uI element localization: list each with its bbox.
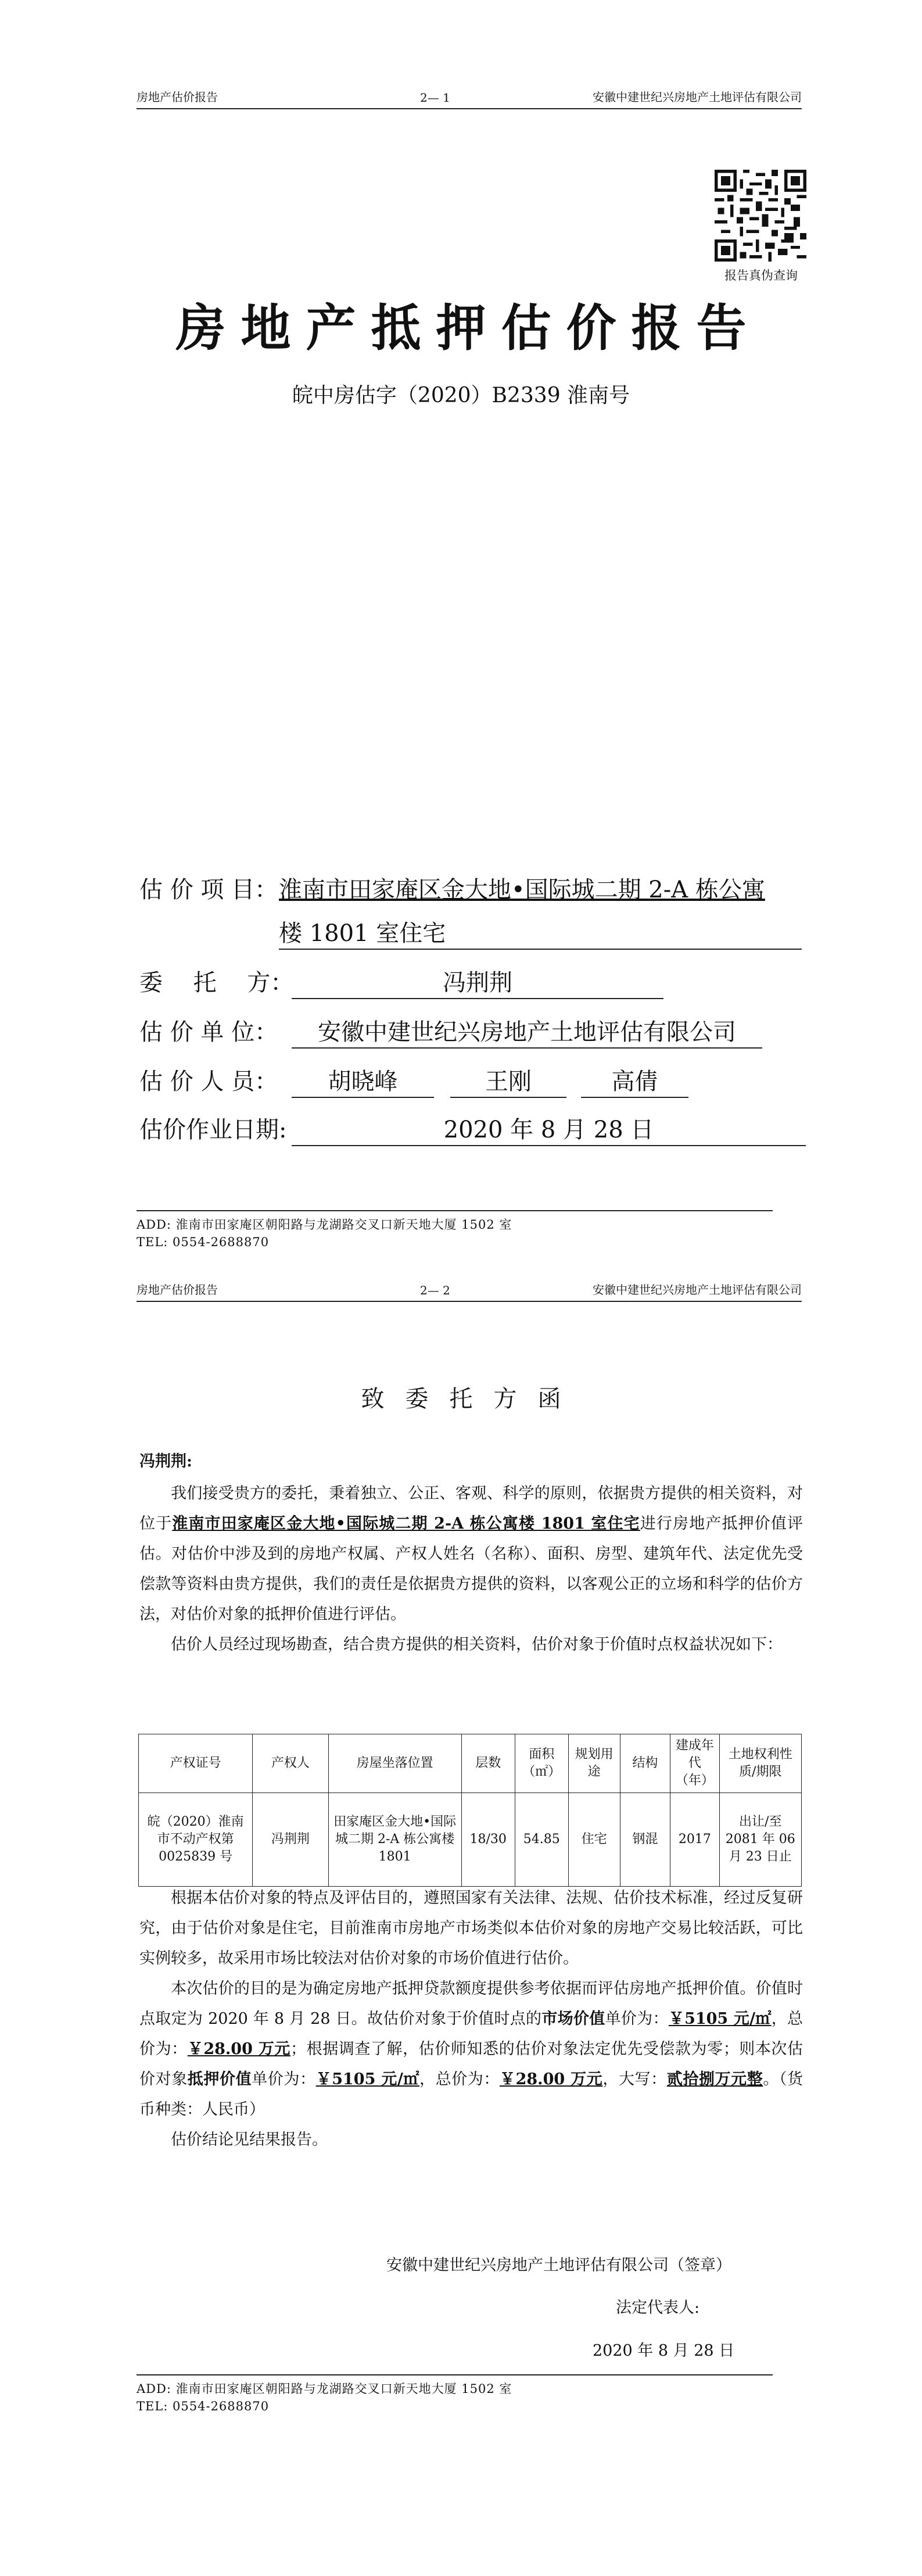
table-cell: 18/30 <box>461 1793 515 1887</box>
client-label: 委 托 方： <box>139 969 294 996</box>
header-page-number: 2— 2 <box>420 1283 450 1297</box>
project-value <box>279 875 765 905</box>
p1-text-a: 我们接受贵方的委托，秉着独立、公正、客观、科学的原则，依据贵方提供的相关资料，对位于 <box>139 1484 803 1533</box>
staff-3: 高倩 <box>581 1067 688 1098</box>
table-cell: 2017 <box>670 1793 719 1887</box>
unit-label: 估 价 单 位： <box>139 1019 278 1046</box>
p4-market-unit-price: ￥5105 元/㎡ <box>668 2010 772 2028</box>
letter-body-lower <box>139 1883 803 2155</box>
staff-label: 估 价 人 员： <box>139 1068 278 1095</box>
table-cell: 54.85 <box>515 1793 568 1887</box>
p4-c: 单价为： <box>605 2010 669 2028</box>
page-footer-2 <box>137 2374 802 2415</box>
property-rights-table <box>138 1734 802 1887</box>
p4-e: ，总价为： <box>139 2010 803 2058</box>
p4-mortgage-value: 抵押价值 <box>187 2070 252 2088</box>
table-header-cell: 面积（㎡） <box>515 1734 568 1793</box>
letter-paragraph-2: 估价人员经过现场勘查，结合贵方提供的相关资料，估价对象于价值时点权益状况如下： <box>171 1636 783 1654</box>
letter-paragraph-3: 根据本估价对象的特点及评估目的，遵照国家有关法律、法规、估价技术标准，经过反复研究，由于估价对象是住宅，目前淮南市房地产市场类似本估价对象的房地产交易比较活跃，可比实例较多，故采用市场比较法对估价对象的市场价值进行估价。 <box>139 1889 803 1967</box>
date-label: 估价作业日期: <box>139 1117 287 1143</box>
table-row <box>139 1793 802 1887</box>
p4-amount-in-words: 贰拾捌万元整 <box>666 2070 763 2088</box>
table-header-cell: 建成年代（年） <box>670 1734 719 1793</box>
table-header-cell: 结构 <box>620 1734 670 1793</box>
header-left: 房地产估价报告 <box>137 1283 218 1297</box>
table-cell: 住宅 <box>568 1793 620 1887</box>
staff-2: 王刚 <box>450 1067 566 1098</box>
project-line-2: 楼 1801 室住宅 <box>279 920 446 947</box>
report-title: 房地产抵押估价报告 <box>175 299 762 357</box>
table-header-cell: 产权人 <box>253 1734 328 1793</box>
cover-page <box>0 0 922 1279</box>
footer-address: ADD: 淮南市田家庵区朝阳路与龙湖路交叉口新天地大厦 1502 室 <box>137 2382 512 2396</box>
footer-tel: TEL: 0554-2688870 <box>137 2399 270 2413</box>
p4-market-total: ￥28.00 万元 <box>187 2040 291 2058</box>
footer-tel: TEL: 0554-2688870 <box>137 1235 270 1249</box>
unit-value: 安徽中建世纪兴房地产土地评估有限公司 <box>292 1017 762 1049</box>
date-value: 2020 年 8 月 28 日 <box>292 1115 806 1146</box>
footer-divider <box>137 1210 773 1211</box>
header-company: 安徽中建世纪兴房地产土地评估有限公司 <box>593 1283 802 1297</box>
table-header-row <box>139 1734 802 1793</box>
signature-date: 2020 年 8 月 28 日 <box>593 2342 735 2360</box>
p4-g: ；根据调查了解，估价师知悉的估价对象法定优先受偿款为零；则本次估价对象 <box>139 2040 803 2088</box>
qr-code-icon[interactable] <box>715 170 806 262</box>
table-header-cell: 层数 <box>461 1734 515 1793</box>
footer-address: ADD: 淮南市田家庵区朝阳路与龙湖路交叉口新天地大厦 1502 室 <box>137 1218 512 1232</box>
p4-market-value: 市场价值 <box>541 2010 605 2028</box>
p4-k: ，总价为： <box>419 2070 500 2088</box>
table-header-cell: 产权证号 <box>139 1734 253 1793</box>
letter-paragraph-4 <box>139 1974 803 2125</box>
header-company: 安徽中建世纪兴房地产土地评估有限公司 <box>593 90 802 104</box>
table-header-cell: 房屋坐落位置 <box>328 1734 461 1793</box>
project-label: 估 价 项 目： <box>139 876 278 903</box>
project-value-2 <box>279 918 802 950</box>
staff-1: 胡晓峰 <box>292 1067 434 1098</box>
footer-divider <box>137 2374 773 2375</box>
p4-mortgage-unit-price: ￥5105 元/㎡ <box>315 2070 420 2088</box>
header-page-number: 2— 1 <box>420 91 450 105</box>
letter-paragraph-1 <box>139 1479 803 1660</box>
signature-representative: 法定代表人: <box>616 2299 700 2317</box>
letter-paragraph-5: 估价结论见结果报告。 <box>171 2131 328 2149</box>
page-header <box>137 87 802 109</box>
p4-mortgage-total: ￥28.00 万元 <box>500 2070 603 2088</box>
p4-i: 单价为： <box>252 2070 316 2088</box>
letter-title: 致委托方函 <box>361 1386 582 1412</box>
qr-caption: 报告真伪查询 <box>724 269 798 282</box>
table-cell: 出让/至 2081 年 06 月 23 日止 <box>719 1793 801 1887</box>
page-footer <box>137 1210 802 1251</box>
table-cell: 田家庵区金大地•国际城二期 2-A 栋公寓楼 1801 <box>328 1793 461 1887</box>
header-left: 房地产估价报告 <box>137 90 218 104</box>
p4-o: 。（货币种类：人民币） <box>139 2070 803 2119</box>
table-cell: 皖（2020）淮南市不动产权第 0025839 号 <box>139 1793 253 1887</box>
p4-a: 本次估价的目的是为确定房地产抵押贷款额度提供参考依据而评估房地产抵押价值。价值时点取定为 2020 年 8 月 28 日。故估价对象于价值时点的 <box>139 1980 803 2028</box>
page-header <box>137 1280 802 1302</box>
table-cell: 冯荆荆 <box>253 1793 328 1887</box>
letter-salutation: 冯荆荆: <box>139 1452 192 1471</box>
p1-text-c: 进行房地产抵押价值评估。对估价中涉及到的房地产权属、产权人姓名（名称）、面积、房型、建筑年代、法定优先受偿款等资料由贵方提供，我们的责任是依据贵方提供的资料，以客观公正的立场和科学的估价方法，对估价对象的抵押价值进行评估。 <box>139 1515 803 1623</box>
signature-company: 安徽中建世纪兴房地产土地评估有限公司（签章） <box>386 2256 731 2274</box>
p4-m: ，大写： <box>602 2070 667 2088</box>
client-value: 冯荆荆 <box>292 968 663 999</box>
p1-property: 淮南市田家庵区金大地•国际城二期 2-A 栋公寓楼 1801 室住宅 <box>172 1515 640 1533</box>
table-cell: 钢混 <box>620 1793 670 1887</box>
project-line-1: 淮南市田家庵区金大地•国际城二期 2-A 栋公寓 <box>279 876 765 903</box>
table-header-cell: 规划用途 <box>568 1734 620 1793</box>
table-header-cell: 土地权利性质/期限 <box>719 1734 801 1793</box>
report-number: 皖中房估字（2020）B2339 淮南号 <box>292 384 630 407</box>
